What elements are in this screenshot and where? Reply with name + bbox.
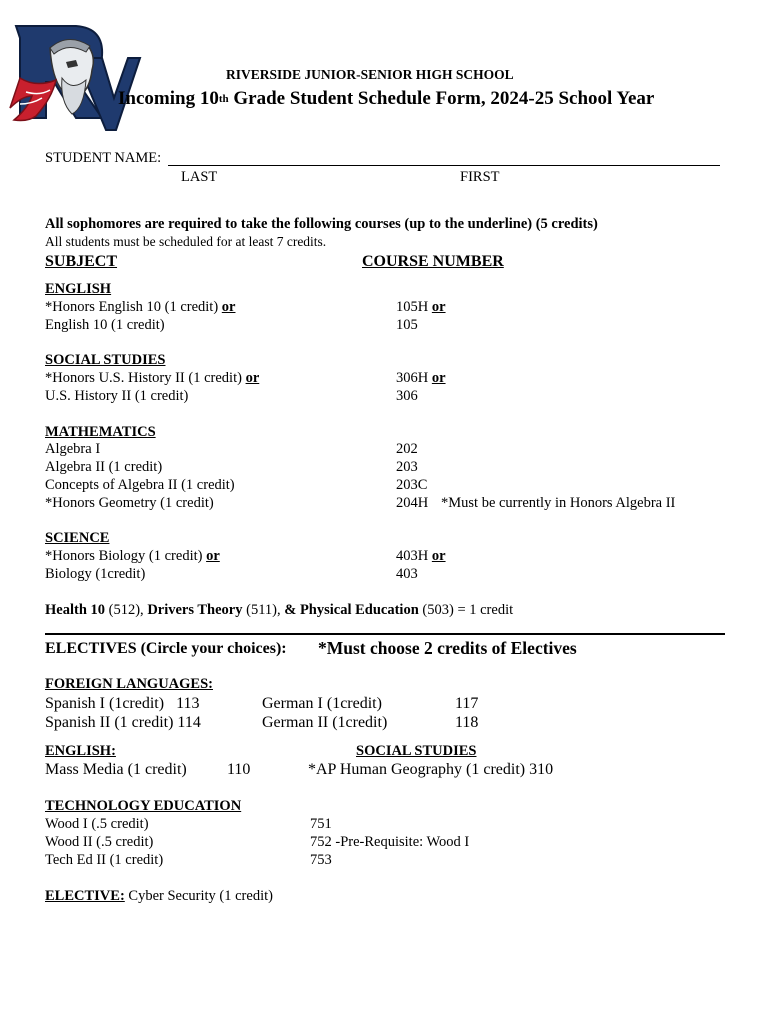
page-title: Incoming 10th Grade Student Schedule Form, 2024-25 School Year [118, 88, 655, 109]
social-studies-heading: SOCIAL STUDIES [45, 352, 166, 368]
elective-option[interactable]: *AP Human Geography (1 credit) 310 [308, 761, 554, 778]
student-name-field[interactable] [168, 165, 720, 166]
elective-option[interactable]: ELECTIVE: Cyber Security (1 credit) [45, 888, 273, 904]
last-name-label: LAST [181, 169, 218, 185]
course-number: 105 [396, 317, 418, 333]
electives-heading: ELECTIVES (Circle your choices): [45, 640, 287, 657]
elective-option[interactable]: Mass Media (1 credit) [45, 761, 187, 778]
science-heading: SCIENCE [45, 530, 110, 546]
school-name: RIVERSIDE JUNIOR-SENIOR HIGH SCHOOL [226, 67, 514, 82]
course-number: 203 [396, 459, 418, 475]
requirements-subheading: All students must be scheduled for at least 7 credits. [45, 234, 327, 249]
elective-option[interactable]: Tech Ed II (1 credit) [45, 852, 164, 868]
course-number: 110 [227, 761, 251, 778]
course-number: 752 -Pre-Requisite: Wood I [310, 834, 470, 850]
course-number: 117 [455, 695, 479, 712]
elective-option[interactable]: Wood I (.5 credit) [45, 816, 149, 832]
health-requirement: Health 10 (512), Drivers Theory (511), & Physical Education (503) = 1 credit [45, 602, 514, 618]
course-name: English 10 (1 credit) [45, 317, 165, 333]
course-note: *Must be currently in Honors Algebra II [441, 495, 676, 511]
mathematics-heading: MATHEMATICS [45, 424, 156, 440]
first-name-label: FIRST [460, 169, 500, 185]
course-name: Biology (1credit) [45, 566, 146, 582]
course-number-column-header: COURSE NUMBER [362, 253, 504, 270]
course-number: 403H or [396, 548, 446, 564]
course-number: 403 [396, 566, 418, 582]
course-name: Concepts of Algebra II (1 credit) [45, 477, 235, 493]
elective-option[interactable]: Wood II (.5 credit) [45, 834, 154, 850]
course-name: *Honors U.S. History II (1 credit) or [45, 370, 260, 386]
course-number: 306 [396, 388, 418, 404]
course-name: Algebra II (1 credit) [45, 459, 163, 475]
course-name: *Honors Geometry (1 credit) [45, 495, 214, 511]
course-number: 105H or [396, 299, 446, 315]
student-name-label: STUDENT NAME: [45, 150, 162, 166]
english-heading: ENGLISH [45, 281, 112, 297]
course-number: 118 [455, 714, 479, 731]
elective-option[interactable]: German II (1credit) [262, 714, 388, 731]
subject-column-header: SUBJECT [45, 253, 118, 270]
foreign-languages-heading: FOREIGN LANGUAGES: [45, 676, 213, 692]
requirements-heading: All sophomores are required to take the following courses (up to the underline) (5 credits) [45, 216, 598, 232]
school-logo-icon [6, 18, 142, 136]
elective-english-heading: ENGLISH: [45, 743, 116, 759]
course-name: *Honors English 10 (1 credit) or [45, 299, 236, 315]
course-name: *Honors Biology (1 credit) or [45, 548, 220, 564]
elective-option[interactable]: Spanish II (1 credit) 114 [45, 714, 201, 731]
technology-education-heading: TECHNOLOGY EDUCATION [45, 798, 242, 814]
electives-note: *Must choose 2 credits of Electives [318, 638, 577, 658]
course-name: U.S. History II (1 credit) [45, 388, 189, 404]
elective-option[interactable]: German I (1credit) [262, 695, 382, 712]
course-number: 204H [396, 495, 429, 511]
section-divider [45, 633, 725, 635]
elective-social-heading: SOCIAL STUDIES [356, 743, 477, 759]
course-number: 751 [310, 816, 332, 832]
course-name: Algebra I [45, 441, 101, 457]
course-number: 753 [310, 852, 332, 868]
course-number: 202 [396, 441, 418, 457]
elective-option[interactable]: Spanish I (1credit) 113 [45, 695, 200, 712]
course-number: 203C [396, 477, 428, 493]
course-number: 306H or [396, 370, 446, 386]
